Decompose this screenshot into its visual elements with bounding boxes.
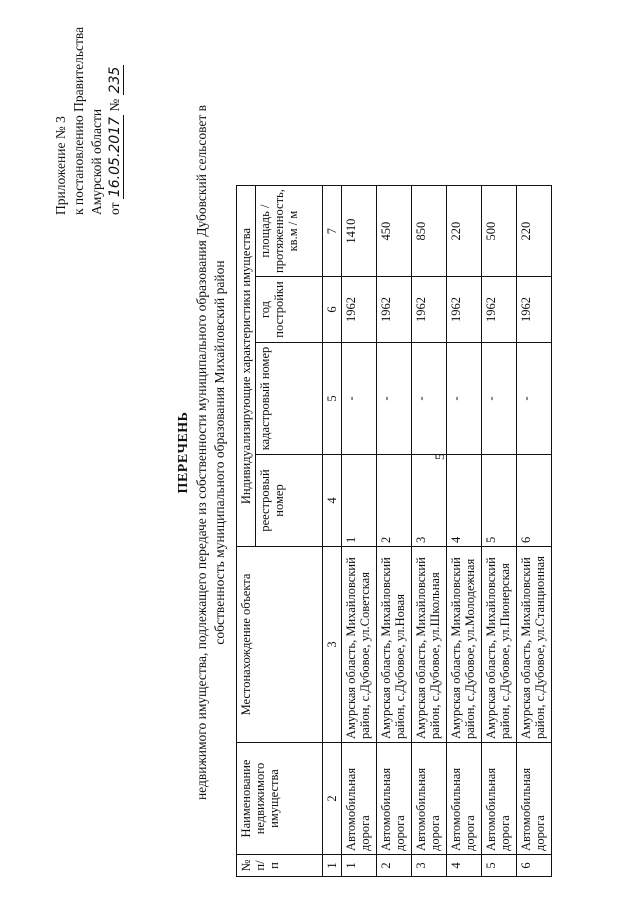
cell-cadastral: - — [447, 343, 482, 455]
column-number: 6 — [323, 277, 342, 343]
cell-cadastral: - — [377, 343, 412, 455]
cell-year: 1962 — [342, 277, 377, 343]
header-reg: реестровый номер — [256, 455, 323, 547]
cell-num: 2 — [377, 855, 412, 877]
cell-cadastral: - — [342, 343, 377, 455]
cell-reg: 1 — [342, 455, 377, 547]
table-row — [377, 186, 412, 877]
cell-reg: 3 — [412, 455, 447, 547]
table-row — [447, 186, 482, 877]
cell-year: 1962 — [377, 277, 412, 343]
header-cadastral: кадастровый номер — [256, 343, 323, 455]
header-row — [237, 186, 256, 877]
cell-cadastral: - — [517, 343, 552, 455]
column-number: 5 — [323, 343, 342, 455]
page-number: 5 — [432, 453, 447, 460]
handwritten-date: 16.05.2017 — [107, 116, 123, 198]
column-number-row — [323, 186, 342, 877]
cell-num: 6 — [517, 855, 552, 877]
table-row — [482, 186, 517, 877]
appendix-line-2: к постановлению Правительства — [71, 26, 86, 215]
header-area: площадь / протяженность, кв.м / м — [256, 186, 323, 277]
column-number: 7 — [323, 186, 342, 277]
cell-location: Амурская область, Михайловский район, с.Дубовое, ул.Станционная — [517, 547, 552, 743]
column-number: 4 — [323, 455, 342, 547]
cell-name: Автомобильная дорога — [342, 743, 377, 855]
cell-location: Амурская область, Михайловский район, с.Дубовое, ул.Школьная — [412, 547, 447, 743]
header-num: № п/п — [237, 855, 323, 877]
cell-name: Автомобильная дорога — [482, 743, 517, 855]
cell-name: Автомобильная дорога — [377, 743, 412, 855]
cell-name: Автомобильная дорога — [412, 743, 447, 855]
appendix-line-3: Амурской области — [89, 108, 104, 215]
cell-num: 4 — [447, 855, 482, 877]
cell-area: 1410 — [342, 186, 377, 277]
cell-reg: 5 — [482, 455, 517, 547]
column-number: 3 — [323, 547, 342, 743]
cell-year: 1962 — [447, 277, 482, 343]
table-row — [342, 186, 377, 877]
cell-num: 5 — [482, 855, 517, 877]
cell-location: Амурская область, Михайловский район, с.Дубовое, ул.Советская — [342, 547, 377, 743]
cell-name: Автомобильная дорога — [447, 743, 482, 855]
handwritten-number: 235 — [107, 66, 123, 94]
appendix-date-line — [106, 27, 124, 215]
cell-year: 1962 — [482, 277, 517, 343]
cell-reg: 4 — [447, 455, 482, 547]
cell-reg: 2 — [377, 455, 412, 547]
cell-area: 500 — [482, 186, 517, 277]
document-subtitle-2: собственность муниципального образования Михайловский район — [212, 260, 227, 645]
document-subtitle-1: недвижимого имущества, подлежащего передаче из собственности муниципального образования Дубовский сельсовет в — [194, 104, 209, 801]
cell-reg: 6 — [517, 455, 552, 547]
table-row — [517, 186, 552, 877]
cell-cadastral: - — [412, 343, 447, 455]
cell-area: 220 — [447, 186, 482, 277]
header-location: Местонахождение объекта — [237, 547, 323, 743]
cell-location: Амурская область, Михайловский район, с.Дубовое, ул.Пионерская — [482, 547, 517, 743]
header-year: год постройки — [256, 277, 323, 343]
column-number: 2 — [323, 743, 342, 855]
header-name: Наименование недвижимого имущества — [237, 743, 323, 855]
cell-year: 1962 — [412, 277, 447, 343]
cell-location: Амурская область, Михайловский район, с.Дубовое, ул.Новая — [377, 547, 412, 743]
cell-area: 850 — [412, 186, 447, 277]
number-prefix: № — [107, 98, 122, 112]
appendix-line-1: Приложение № 3 — [53, 116, 68, 215]
document-heading: ПЕРЕЧЕНЬ — [176, 411, 191, 494]
date-prefix: от — [107, 202, 122, 215]
cell-area: 450 — [377, 186, 412, 277]
property-table — [236, 185, 552, 877]
column-number: 1 — [323, 855, 342, 877]
cell-num: 3 — [412, 855, 447, 877]
cell-cadastral: - — [482, 343, 517, 455]
table-body — [342, 186, 552, 877]
cell-name: Автомобильная дорога — [517, 743, 552, 855]
cell-num: 1 — [342, 855, 377, 877]
header-group: Индивидуализирующие характеристики имущества — [237, 186, 256, 547]
cell-area: 220 — [517, 186, 552, 277]
appendix-block — [52, 27, 124, 215]
table-row — [412, 186, 447, 877]
cell-year: 1962 — [517, 277, 552, 343]
cell-location: Амурская область, Михайловский район, с.Дубовое, ул.Молодежная — [447, 547, 482, 743]
